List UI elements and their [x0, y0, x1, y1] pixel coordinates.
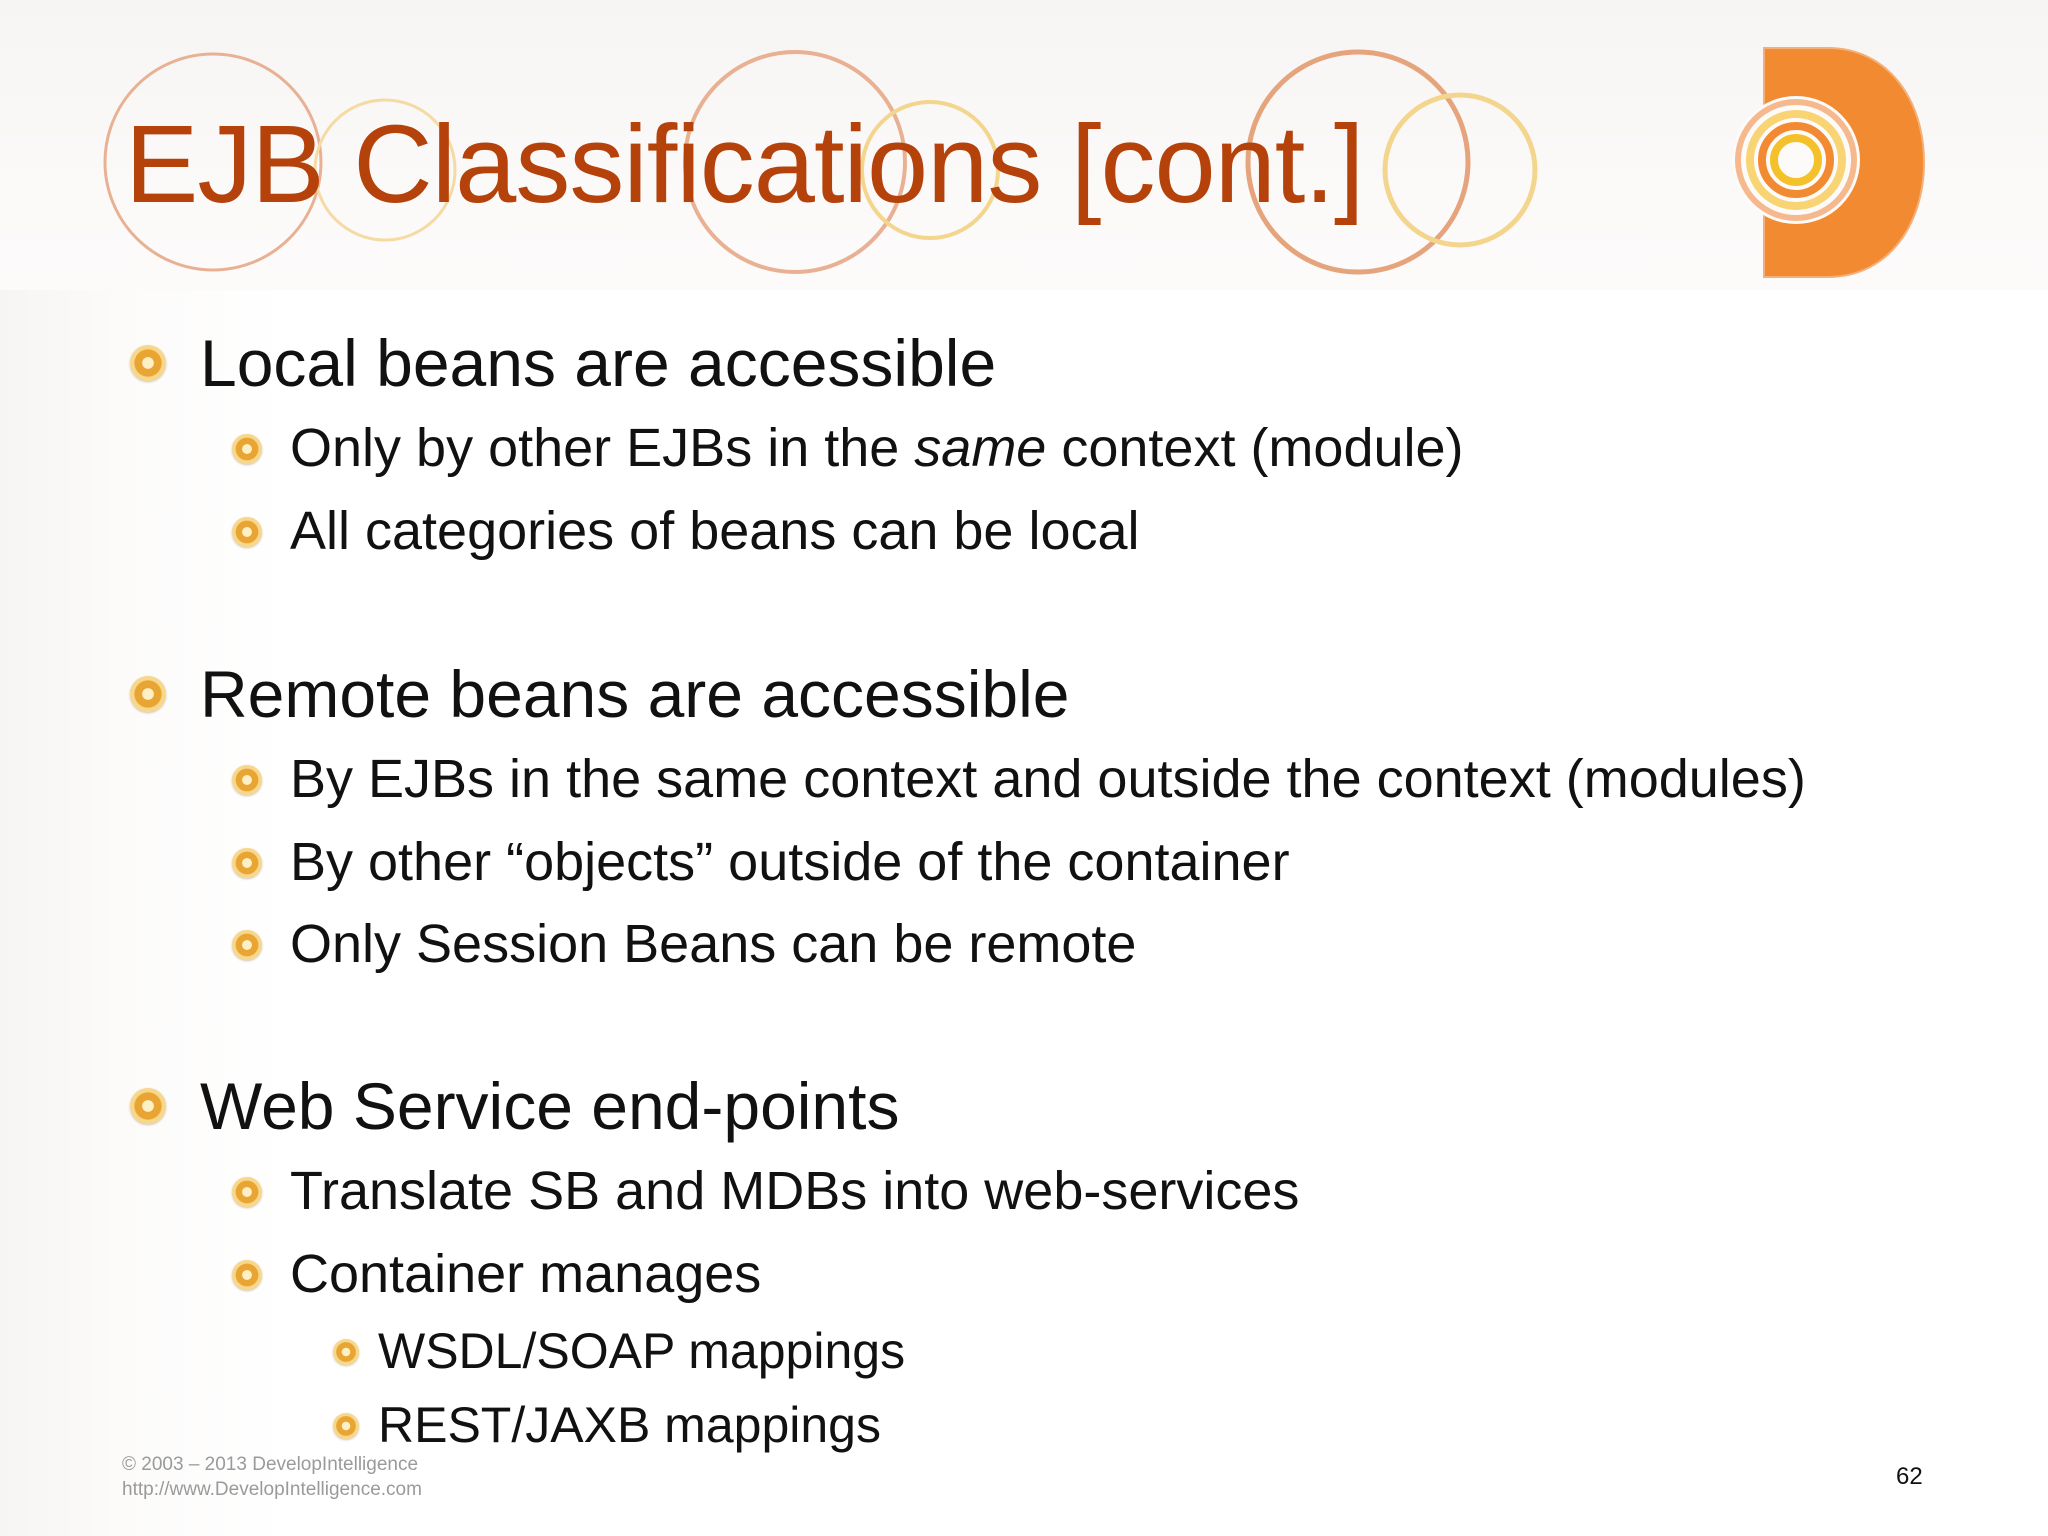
footer	[122, 1452, 422, 1502]
bullet-text: Web Service end-points	[200, 1069, 900, 1143]
website-url: http://www.DevelopIntelligence.com	[122, 1479, 422, 1500]
copyright-text: © 2003 – 2013 DevelopIntelligence	[122, 1454, 419, 1475]
bullet-text: By EJBs in the same context and outside the context (modules)	[290, 749, 1806, 809]
bullet-text: Local beans are accessible	[200, 326, 997, 400]
gold-ring-bullet-icon	[130, 345, 166, 381]
gold-ring-bullet-icon	[232, 1177, 262, 1207]
bullet-text: Translate SB and MDBs into web-services	[290, 1161, 1300, 1221]
gold-ring-bullet-icon	[333, 1413, 359, 1439]
slide-title: EJB Classifications [cont.]	[125, 103, 1364, 226]
bullet-text: Only Session Beans can be remote	[290, 914, 1137, 974]
text-before: Only by other EJBs in the	[290, 418, 915, 478]
gold-ring-bullet-icon	[232, 517, 262, 547]
gold-ring-bullet-icon	[232, 1260, 262, 1290]
bullet-text: Remote beans are accessible	[200, 657, 1070, 731]
bullet-text	[290, 415, 1464, 481]
text-after: context (module)	[1046, 418, 1464, 478]
gold-ring-bullet-icon	[232, 765, 262, 795]
gold-ring-bullet-icon	[333, 1339, 359, 1365]
gold-ring-bullet-icon	[130, 1088, 166, 1124]
bullet-text: Container manages	[290, 1244, 762, 1304]
emphasis-text: same	[914, 418, 1047, 478]
gold-ring-bullet-icon	[232, 848, 262, 878]
bullet-text: By other “objects” outside of the container	[290, 832, 1290, 892]
bullet-text: All categories of beans can be local	[290, 501, 1140, 561]
gold-ring-bullet-icon	[232, 434, 262, 464]
gold-ring-bullet-icon	[232, 930, 262, 960]
page-number: 62	[1896, 1463, 1923, 1490]
gold-ring-bullet-icon	[130, 676, 166, 712]
bullet-text: REST/JAXB mappings	[378, 1397, 881, 1453]
bullet-text: WSDL/SOAP mappings	[378, 1323, 906, 1379]
